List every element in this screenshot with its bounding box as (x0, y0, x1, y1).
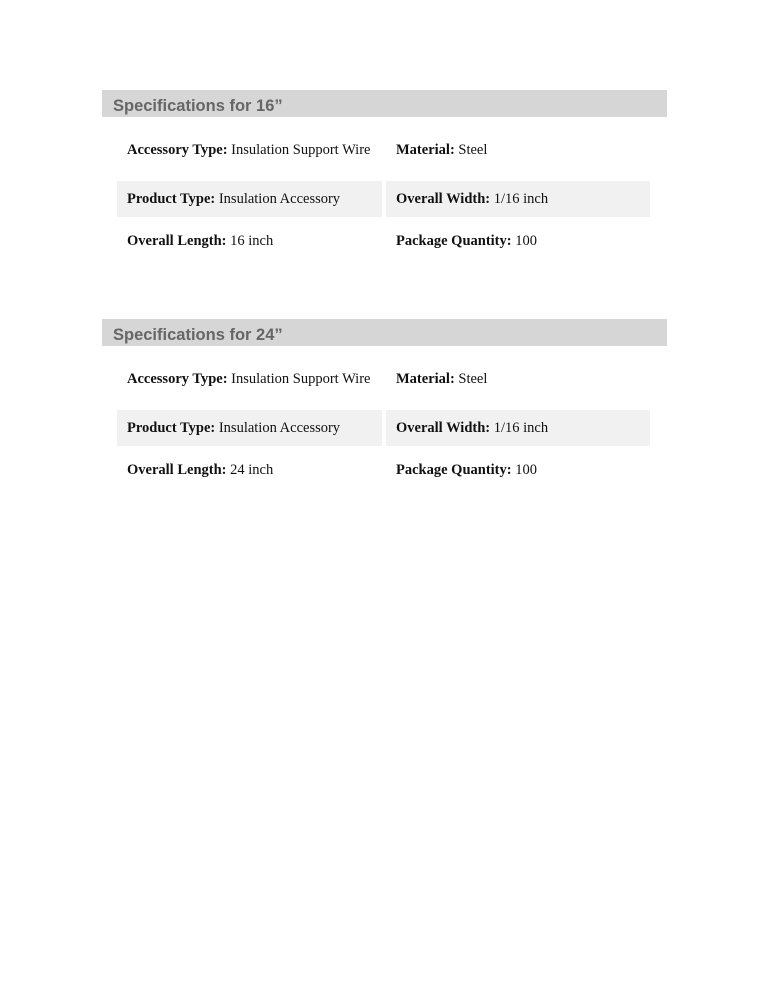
spec-key: Product Type: (127, 420, 216, 436)
spec-key: Overall Width: (396, 191, 491, 207)
spec-key: Material: (396, 371, 455, 387)
spec-value: Steel (458, 371, 488, 387)
spec-key: Material: (396, 142, 455, 158)
spec-cell-accessory-type (117, 352, 382, 406)
spec-cell-package-quantity (386, 221, 650, 261)
spec-key: Product Type: (127, 191, 216, 207)
spec-section-16 (102, 90, 667, 261)
spec-cell-package-quantity (386, 450, 650, 490)
spec-value: 1/16 inch (493, 420, 549, 436)
spec-key: Overall Length: (127, 233, 227, 249)
spec-cell-material (386, 352, 650, 406)
spec-cell-product-type (117, 181, 382, 217)
spec-key: Accessory Type: (127, 371, 228, 387)
spec-value: 100 (515, 233, 537, 249)
spec-value: 1/16 inch (493, 191, 549, 207)
spec-value: 16 inch (230, 233, 274, 249)
spec-cell-product-type (117, 410, 382, 446)
spec-cell-overall-width (386, 410, 650, 446)
spec-value: Steel (458, 142, 488, 158)
spec-key: Package Quantity: (396, 462, 512, 478)
spec-table (117, 352, 652, 490)
spec-table (117, 123, 652, 261)
spec-cell-accessory-type (117, 123, 382, 177)
section-heading: Specifications for 24” (102, 319, 667, 346)
spec-cell-material (386, 123, 650, 177)
spec-cell-overall-length (117, 450, 382, 490)
spec-key: Package Quantity: (396, 233, 512, 249)
spec-value: Insulation Support Wire (231, 371, 371, 387)
spec-value: Insulation Support Wire (231, 142, 371, 158)
spec-key: Overall Width: (396, 420, 491, 436)
spec-cell-overall-length (117, 221, 382, 261)
spec-key: Accessory Type: (127, 142, 228, 158)
spec-key: Overall Length: (127, 462, 227, 478)
section-heading: Specifications for 16” (102, 90, 667, 117)
spec-value: 100 (515, 462, 537, 478)
spec-section-24 (102, 319, 667, 490)
spec-value: Insulation Accessory (218, 420, 341, 436)
spec-cell-overall-width (386, 181, 650, 217)
spec-value: Insulation Accessory (218, 191, 341, 207)
spec-value: 24 inch (230, 462, 274, 478)
